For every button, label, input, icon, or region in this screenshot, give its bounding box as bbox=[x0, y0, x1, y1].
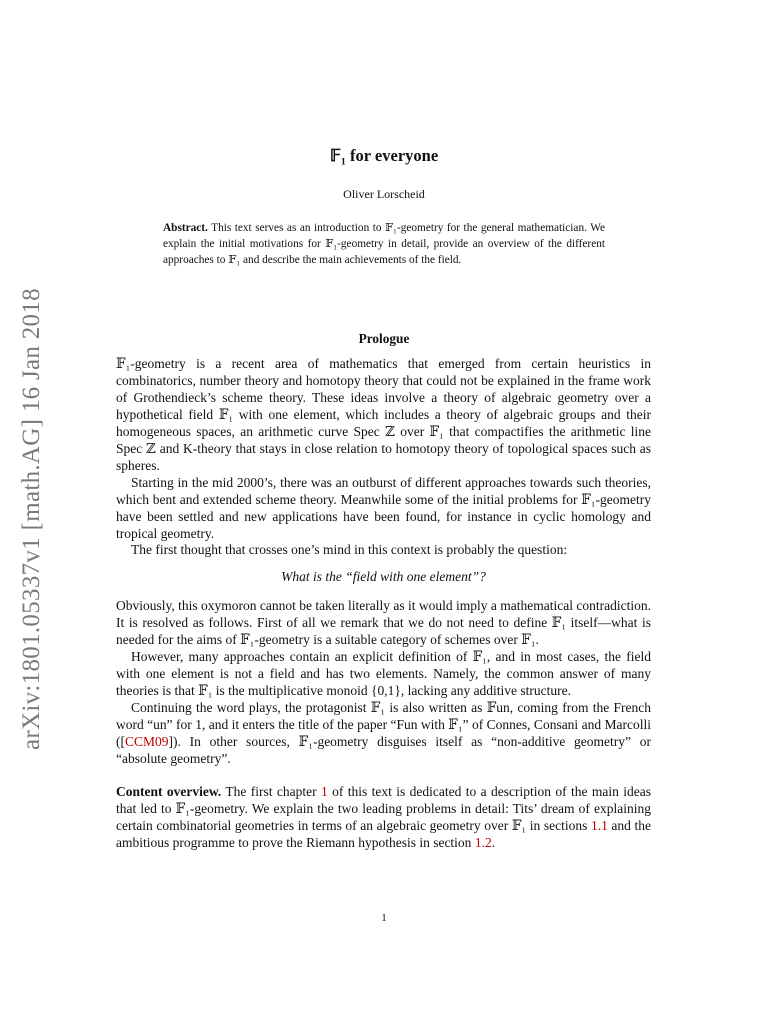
section-heading: Prologue bbox=[358, 331, 410, 346]
paper-title: 𝔽₁ for everyone bbox=[329, 146, 439, 165]
author-name: Oliver Lorscheid bbox=[343, 187, 425, 201]
arxiv-identifier-stamp: arXiv:1801.05337v1 [math.AG] 16 Jan 2018 bbox=[18, 288, 45, 750]
paragraph: Starting in the mid 2000’s, there was an outburst of different approaches towards such theories, which bent and extended scheme theory. Meanwhile some of the initial problems for 𝔽₁-geometry have been settled and new applications have been found, for instance in cyclic homology and tropical geometry. bbox=[116, 474, 651, 541]
content-overview-paragraph: Content overview. The first chapter 1 of this text is dedicated to a description of the main ideas that led to 𝔽₁-geometry. We explain the two leading problems in detail: Tits’ dream of explaining certain combinatorial geometries in terms of an algebraic geometry over 𝔽₁ in sections 1.1 and the ambitious programme to prove the Riemann hypothesis in section 1.2. bbox=[116, 783, 652, 850]
page-number: 1 bbox=[381, 912, 387, 924]
paragraph: Obviously, this oxymoron cannot be taken literally as it would imply a mathematical contradiction. It is resolved as follows. First of all we remark that we do not need to define 𝔽₁ itself—what is needed for the aims of 𝔽₁-geometry is a suitable category of schemes over 𝔽₁. bbox=[116, 598, 651, 648]
centered-question: What is the “field with one element”? bbox=[281, 569, 486, 585]
paragraph: Continuing the word plays, the protagonist 𝔽₁ is also written as 𝔽un, coming from the French word “un” for 1, and it enters the title of the paper “Fun with 𝔽₁” of Connes, Consani and Marcolli ([CCM09]). In other sources, 𝔽₁-geometry disguises itself as “non-additive geometry” or “absolute geometry”. bbox=[116, 700, 651, 766]
abstract bbox=[163, 221, 605, 268]
paragraph: The first thought that crosses one’s mind in this context is probably the question: bbox=[131, 542, 568, 558]
paragraph: However, many approaches contain an explicit definition of 𝔽₁, and in most cases, the field with one element is not a field and has two elements. Namely, the common answer of many theories is that 𝔽₁ is the multiplicative monoid {0,1}, lacking any additive structure. bbox=[116, 649, 651, 699]
abstract-text: This text serves as an introduction to 𝔽₁-geometry for the general mathematician. We explain the initial motivations for 𝔽₁-geometry in detail, provide an overview of the different approaches to 𝔽₁ and describe the main achievements of the field. bbox=[163, 222, 605, 266]
paragraph: 𝔽₁-geometry is a recent area of mathematics that emerged from certain heuristics in combinatorics, number theory and homotopy theory that could not be explained in the frame work of Grothendieck’s scheme theory. These ideas involve a theory of algebraic geometry over a hypothetical field 𝔽₁ with one element, which includes a theory of algebraic groups and their homogeneous spaces, an arithmetic curve Spec ℤ over 𝔽₁ that compactifies the arithmetic line Spec ℤ and K-theory that stays in close relation to homotopy theory of topological spaces such as spheres. bbox=[116, 356, 651, 473]
abstract-label: Abstract. bbox=[163, 222, 208, 234]
body-text bbox=[116, 356, 651, 852]
